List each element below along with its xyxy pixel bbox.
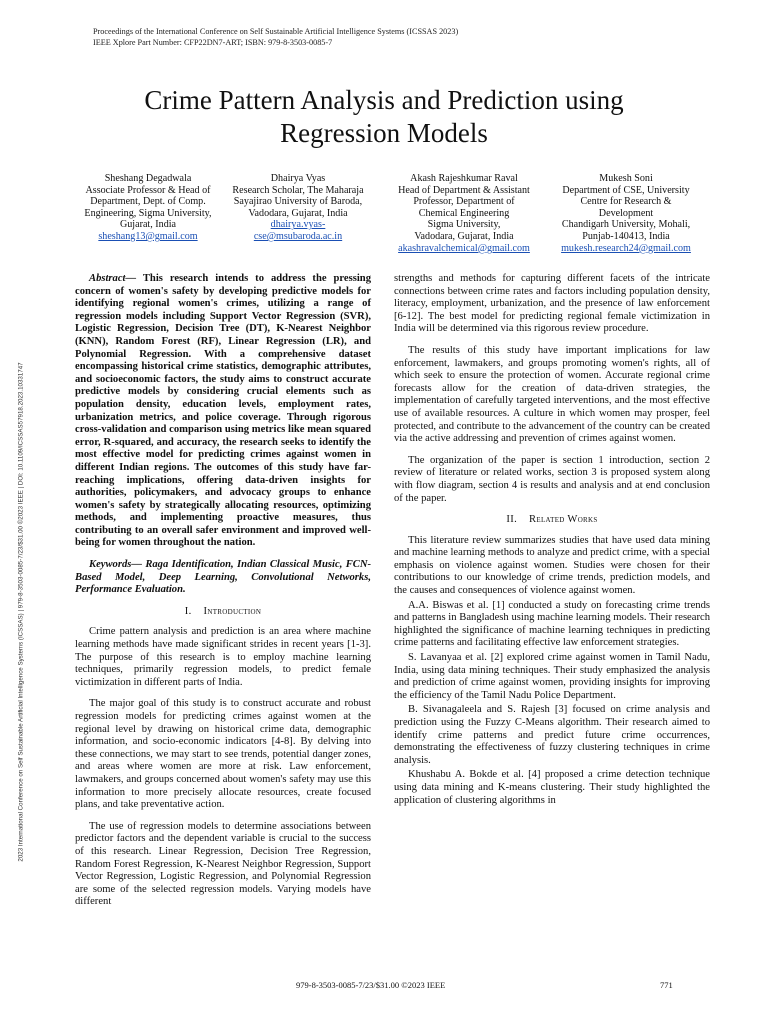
author-affiliation-line: Associate Professor & Head of <box>85 184 211 196</box>
author-3 <box>384 173 544 254</box>
body-paragraph: The results of this study have important implications for law enforcement, lawmakers, and groups promoting women's rights, all of which seek to ensure the protection of women. Accurate regional crime forecasts allow for the creation of data-driven strategies, the implementation of carefully targeted interventions, and the most effective use of available resources. A culture in which women may prosper, feel protected, and contribute to the advancement of the country can be created via the active addressing and prevention of crimes against women. <box>394 344 710 445</box>
paper-title-line2: Regression Models <box>280 118 488 148</box>
author-affiliation-line: Engineering, Sigma University, <box>84 207 212 219</box>
author-2 <box>218 173 378 243</box>
author-email-link[interactable]: akashravalchemical@gmail.com <box>398 242 530 254</box>
section-number: I. <box>184 605 192 617</box>
author-email-link[interactable]: mukesh.research24@gmail.com <box>561 242 691 254</box>
paper-title <box>60 84 708 150</box>
body-paragraph: The use of regression models to determine associations between predictor factors and the dependent variable is crucial to the success of this research. Linear Regression, Decision Tree Regression, Random Forest Regression, K-Nearest Neighbor Regression, Support Vector Regression, Logistic Regression, and Polynomial Regression are some of the selected regression models. Varying models have different <box>75 820 371 908</box>
author-affiliation-line: Development <box>598 207 654 219</box>
author-affiliation-line: Vadodara, Gujarat, India <box>414 230 514 242</box>
body-paragraph: B. Sivanagaleela and S. Rajesh [3] focused on crime analysis and prediction using the Fuzzy C-Means algorithm. Their research aimed to identify crime patterns and predict future crime occurrences, demonstrating the effectiveness of fuzzy clustering techniques in crime analysis. <box>394 704 710 766</box>
right-column <box>394 273 710 809</box>
body-paragraph: strengths and methods for capturing different facets of the intricate connections between crime rates and factors including population density, literacy, employment, urbanization, and the presence of law enforcement [6-12]. The best model for predicting regional female victimization in India will be determined via this rigorous review procedure. <box>394 273 710 335</box>
author-affiliation-line: Centre for Research & <box>580 196 672 208</box>
section-number: II. <box>506 514 518 526</box>
abstract-text: This research intends to address the pressing concern of women's safety by developing predictive models for identifying regional women's crimes, utilizing a range of regression models including Support Vector Regression (SVR), Logistic Regression, Decision Tree (DT), K-Nearest Neighbor (KNN), Random Forest (RF), Linear Regression (LR), and Polynomial Regression. With a comprehensive dataset encompassing historical crime statistics, demographic attributes, and socioeconomic factors, the study aims to construct accurate predictive models by considering crucial elements such as population density, education levels, employment rates, urbanization metrics, and police coverage. Through rigorous cross-validation and comparison using metrics like mean squared error, R-squared, and accuracy, the research seeks to identify the most effective model for predicting crimes against women in different Indian regions. The outcomes of this study have far-reaching implications, offering data-driven insights for authorities, policymakers, and advocacy groups to enhance women's safety by strategically allocating resources, optimizing methods, and implementing proactive measures, thus contributing to an overall safer environment and improved well-being for women throughout the nation. <box>75 273 371 549</box>
author-affiliation-line: Department of CSE, University <box>562 184 690 196</box>
author-affiliation-line: Head of Department & Assistant <box>398 184 530 196</box>
abstract <box>75 273 371 550</box>
author-affiliation-line: Punjab-140413, India <box>582 230 670 242</box>
left-column <box>75 273 371 918</box>
author-email-link[interactable]: dhairya.vyas- <box>270 219 326 231</box>
author-affiliation-line: Gujarat, India <box>119 219 177 231</box>
author-block <box>64 173 714 263</box>
body-paragraph: Crime pattern analysis and prediction is an area where machine learning methods have made significant strides in recent years [1-3]. The purpose of this research is to employ machine learning techniques, primarily regression models, to predict female victimization in different parts of India. <box>75 626 371 688</box>
author-email-link[interactable]: cse@msubaroda.ac.in <box>253 230 343 242</box>
abstract-lead: Abstract— <box>89 273 137 284</box>
author-4 <box>546 173 706 254</box>
author-affiliation-line: Sigma University, <box>427 219 501 231</box>
author-name: Dhairya Vyas <box>270 173 326 184</box>
author-affiliation-line: Chandigarh University, Mohali, <box>561 219 691 231</box>
author-email-link[interactable]: sheshang13@gmail.com <box>98 230 198 242</box>
author-name: Sheshang Degadwala <box>104 173 192 184</box>
section-heading-related-works <box>394 514 710 527</box>
author-affiliation-line: Research Scholar, The Maharaja <box>232 184 364 196</box>
author-1 <box>68 173 228 243</box>
doi-sidebar-text: 2023 International Conference on Self Sustainable Artificial Intelligence Systems (ICSSAS) | 979-8-3503-0085-7/23/$31.00 ©2023 IEEE | DOI: 10.1109/ICSSAS57918.2023.10331747 <box>17 362 25 862</box>
page-number: 771 <box>660 980 673 990</box>
keywords: Keywords— Raga Identification, Indian Classical Music, FCN-Based Model, Deep Learning, Convolutional Networks, Performance Evaluation. <box>75 559 371 596</box>
author-affiliation-line: Sayajirao University of Baroda, <box>233 196 363 208</box>
body-paragraph: A.A. Biswas et al. [1] conducted a study on forecasting crime trends and patterns in Bangladesh using machine learning models. Their research highlighted the significance of machine learning techniques in predicting crime patterns and facilitating effective law enforcement strategies. <box>394 599 710 649</box>
doi-sidebar <box>16 242 26 982</box>
paper-title-line1: Crime Pattern Analysis and Prediction using <box>144 85 624 115</box>
footer-copyright: 979-8-3503-0085-7/23/$31.00 ©2023 IEEE <box>296 980 446 990</box>
conference-header-line1: Proceedings of the International Conference on Self Sustainable Artificial Intelligence Systems (ICSSAS 2023) <box>93 27 459 36</box>
body-paragraph: S. Lavanyaa et al. [2] explored crime against women in Tamil Nadu, India, using data mining techniques. Their study emphasized the analysis and prediction of crime against women, providing insights for improving the efficiency of the Tamil Nadu Police Department. <box>394 652 710 701</box>
body-paragraph: This literature review summarizes studies that have used data mining and machine learning methods to analyze and predict crime, with a special emphasis on violence against women. Studies were chosen for their contributions to our knowledge of crime trends, prediction models, and the causes and consequences of violence against women. <box>394 534 710 597</box>
section-heading-introduction <box>75 606 371 619</box>
conference-header-line2: IEEE Xplore Part Number: CFP22DN7-ART; ISBN: 979-8-3503-0085-7 <box>93 38 333 47</box>
body-paragraph: Khushabu A. Bokde et al. [4] proposed a crime detection technique using data mining and K-means clustering. Their study highlighted the application of clustering algorithms in <box>394 769 710 806</box>
author-affiliation-line: Vadodara, Gujarat, India <box>248 207 348 219</box>
body-paragraph: The major goal of this study is to construct accurate and robust regression models for predicting crimes against women at the regional level by drawing on historical crime data, demographic information, and socio-economic indicators [4-8]. By delving into these connections, we may start to see trends, potential danger zones, and areas where women are more at risk. Law enforcement, lawmakers, and groups concerned about women's safety may use this information to more precisely allocate resources, create focused plans, and take preventative action. <box>75 698 371 811</box>
section-title: Related Works <box>529 514 598 526</box>
author-affiliation-line: Department, Dept. of Comp. <box>90 196 206 208</box>
author-name: Mukesh Soni <box>599 173 653 184</box>
author-name: Akash Rajeshkumar Raval <box>410 173 518 184</box>
conference-header <box>93 26 458 48</box>
section-title: Introduction <box>203 605 262 617</box>
body-paragraph: The organization of the paper is section 1 introduction, section 2 review of literature or related works, section 3 is proposed system along with flow diagram, section 4 is results and analysis and at end conclusion of the paper. <box>394 454 710 504</box>
author-affiliation-line: Chemical Engineering <box>418 207 510 219</box>
author-affiliation-line: Professor, Department of <box>413 196 515 208</box>
